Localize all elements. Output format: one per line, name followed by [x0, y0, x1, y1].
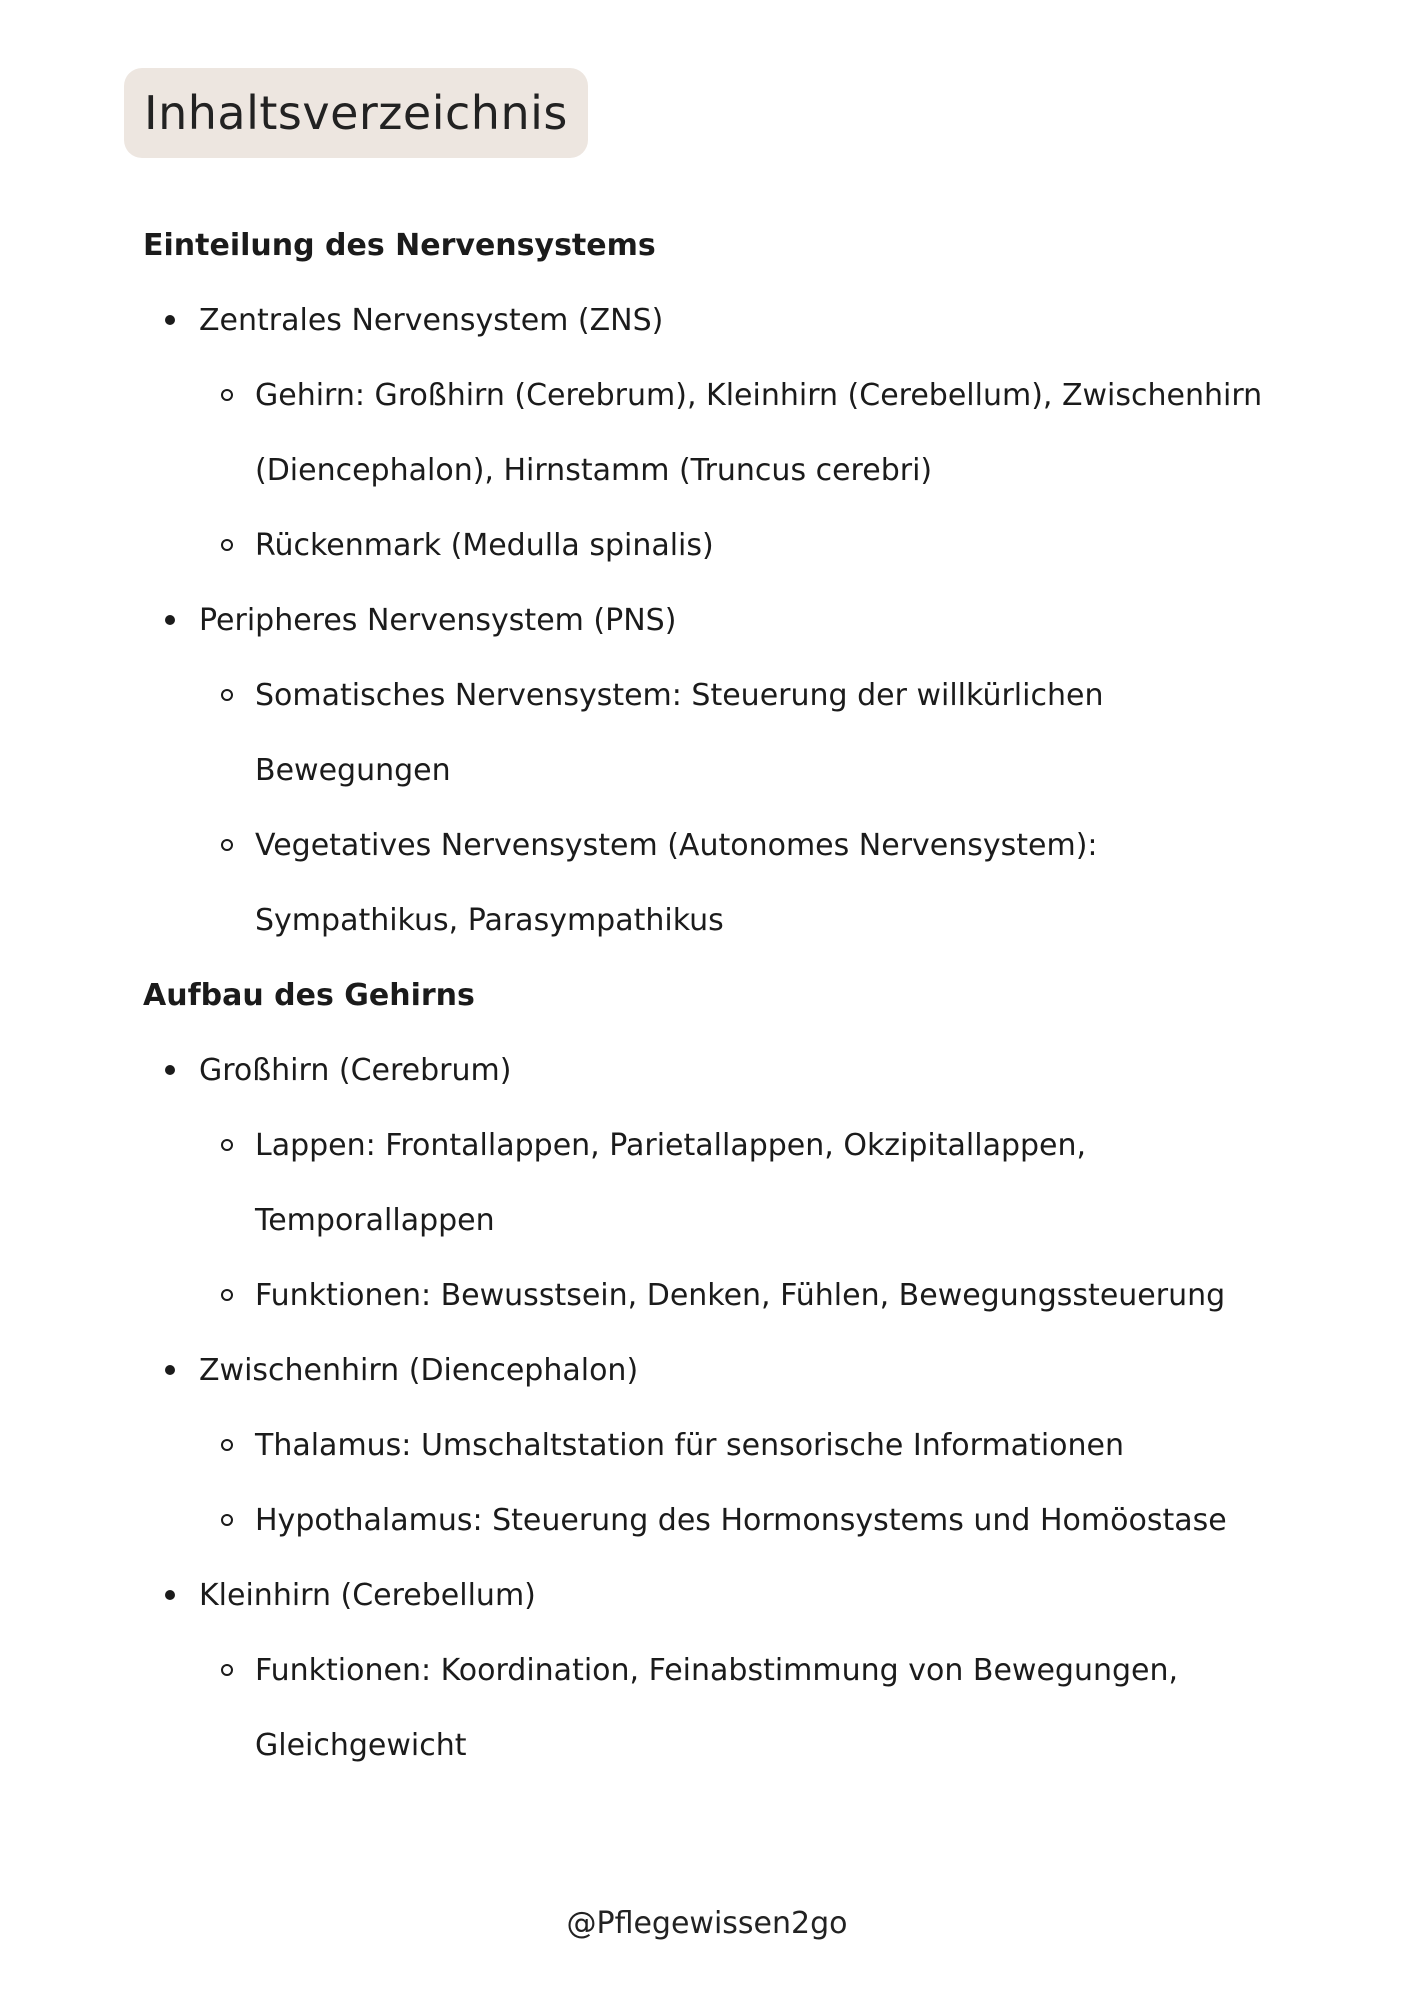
toc-section	[143, 208, 1303, 958]
sub-list-item	[199, 508, 1303, 583]
toc-content	[143, 208, 1303, 1783]
item-label: Kleinhirn (Cerebellum)	[199, 1578, 536, 1613]
bullet-circle-icon	[221, 1289, 233, 1301]
toc-list	[143, 1033, 1303, 1783]
sub-list-item	[199, 658, 1303, 808]
sub-item-label: Somatisches Nervensystem: Steuerung der willkürlichen Bewegungen	[255, 678, 1104, 788]
bullet-circle-icon	[221, 1139, 233, 1151]
sub-list-item	[199, 1408, 1303, 1483]
sub-item-label: Thalamus: Umschaltstation für sensorische Informationen	[255, 1428, 1124, 1463]
title-box	[124, 68, 588, 158]
bullet-circle-icon	[221, 1664, 233, 1676]
sub-item-label: Funktionen: Bewusstsein, Denken, Fühlen, Bewegungssteuerung	[255, 1278, 1226, 1313]
item-label: Zentrales Nervensystem (ZNS)	[199, 303, 664, 338]
sub-item-label: Vegetatives Nervensystem (Autonomes Nervensystem): Sympathikus, Parasympathikus	[255, 828, 1098, 938]
sub-list	[199, 1633, 1303, 1783]
list-item	[143, 583, 1303, 958]
list-item	[143, 1333, 1303, 1558]
item-label: Zwischenhirn (Diencephalon)	[199, 1353, 639, 1388]
sub-list	[199, 1408, 1303, 1558]
bullet-circle-icon	[221, 1514, 233, 1526]
bullet-disc-icon	[165, 615, 175, 625]
toc-list	[143, 283, 1303, 958]
item-label: Großhirn (Cerebrum)	[199, 1053, 512, 1088]
sub-list-item	[199, 1483, 1303, 1558]
bullet-circle-icon	[221, 389, 233, 401]
list-item	[143, 283, 1303, 583]
bullet-circle-icon	[221, 839, 233, 851]
sub-list-item	[199, 358, 1303, 508]
bullet-disc-icon	[165, 1365, 175, 1375]
section-heading: Aufbau des Gehirns	[143, 978, 475, 1013]
sub-item-label: Gehirn: Großhirn (Cerebrum), Kleinhirn (Cerebellum), Zwischenhirn (Diencephalon), Hirnstamm (Truncus cerebri)	[255, 378, 1263, 488]
sub-list-item	[199, 808, 1303, 958]
sub-item-label: Rückenmark (Medulla spinalis)	[255, 528, 714, 563]
sub-list-item	[199, 1258, 1303, 1333]
page-title: Inhaltsverzeichnis	[144, 86, 568, 140]
sub-list	[199, 658, 1303, 958]
list-item	[143, 1033, 1303, 1333]
item-label: Peripheres Nervensystem (PNS)	[199, 603, 677, 638]
footer-handle: @Pflegewissen2go	[566, 1906, 848, 1941]
sub-item-label: Hypothalamus: Steuerung des Hormonsystems und Homöostase	[255, 1503, 1227, 1538]
bullet-circle-icon	[221, 689, 233, 701]
toc-section	[143, 958, 1303, 1783]
sub-item-label: Lappen: Frontallappen, Parietallappen, Okzipitallappen, Temporallappen	[255, 1128, 1087, 1238]
sub-list	[199, 1108, 1303, 1333]
list-item	[143, 1558, 1303, 1783]
sub-list	[199, 358, 1303, 583]
section-heading: Einteilung des Nervensystems	[143, 228, 656, 263]
bullet-disc-icon	[165, 1590, 175, 1600]
bullet-circle-icon	[221, 539, 233, 551]
bullet-disc-icon	[165, 315, 175, 325]
bullet-disc-icon	[165, 1065, 175, 1075]
sub-item-label: Funktionen: Koordination, Feinabstimmung von Bewegungen, Gleichgewicht	[255, 1653, 1179, 1763]
sub-list-item	[199, 1633, 1303, 1783]
sub-list-item	[199, 1108, 1303, 1258]
bullet-circle-icon	[221, 1439, 233, 1451]
